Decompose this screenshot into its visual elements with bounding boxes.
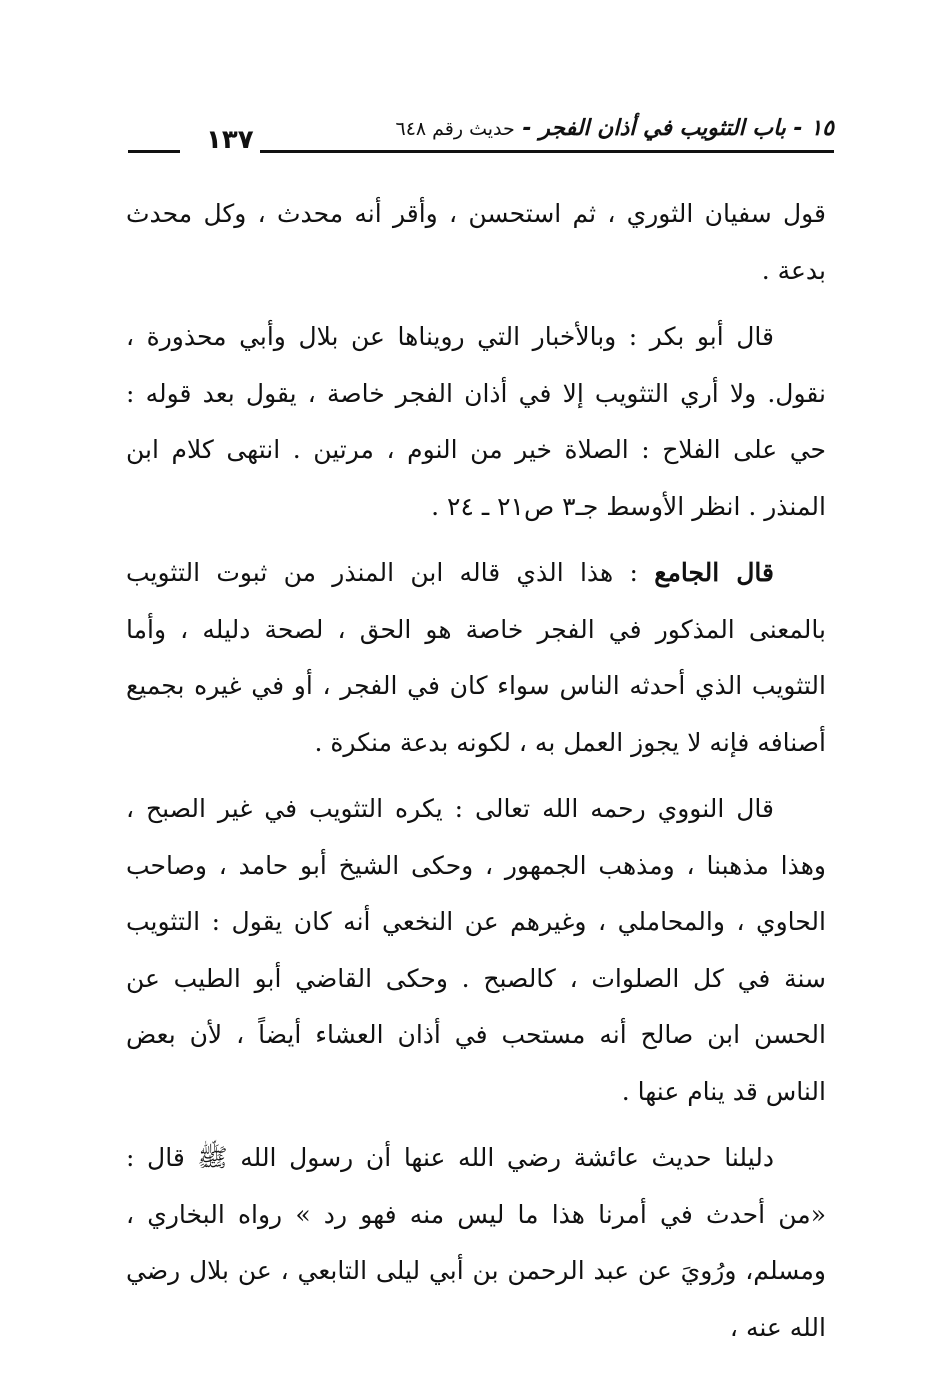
- paragraph-1-text: قول سفيان الثوري ، ثم استحسن ، وأقر أنه محدث ، وكل محدث بدعة .: [126, 199, 826, 285]
- page-body: [126, 186, 826, 1356]
- paragraph-3-text: : هذا الذي قاله ابن المنذر من ثبوت التثويب بالمعنى المذكور في الفجر خاصة هو الحق ، لصحة دليله ، وأما التثويب الذي أحدثه الناس سواء كان في الفجر ، أو في غيره بجميع أصنافه فإنه لا يجوز العمل به ، لكونه بدعة منكرة .: [126, 558, 826, 757]
- paragraph-5-text: دليلنا حديث عائشة رضي الله عنها أن رسول الله ﷺ قال : «من أحدث في أمرنا هذا ما ليس منه فهو رد » رواه البخاري ، ومسلم، ورُويَ عن عبد الرحمن بن أبي ليلى التابعي ، عن بلال رضي الله عنه ،: [126, 1143, 826, 1342]
- chapter-title-text: ١٥ - باب التثويب في أذان الفجر -: [522, 116, 834, 141]
- running-header: [128, 112, 834, 158]
- paragraph-2-text: قال أبو بكر : وبالأخبار التي رويناها عن بلال وأبي محذورة ، نقول. ولا أري التثويب إلا في أذان الفجر خاصة ، يقول بعد قوله : حي على الفلاح : الصلاة خير من النوم ، مرتين . انتهى كلام ابن المنذر . انظر الأوسط جـ٣ ص٢١ ـ ٢٤ .: [126, 322, 826, 521]
- paragraph-5: [126, 1130, 826, 1356]
- paragraph-3: [126, 545, 826, 771]
- hadith-reference: حديث رقم ٦٤٨: [395, 118, 515, 140]
- paragraph-1: [126, 186, 826, 299]
- page-number-dash: [128, 150, 180, 153]
- page-number: ١٣٧: [200, 125, 260, 155]
- header-rule: [236, 150, 834, 153]
- paragraph-4-text: قال النووي رحمه الله تعالى : يكره التثويب في غير الصبح ، وهذا مذهبنا ، ومذهب الجمهور ، وحكى الشيخ أبو حامد ، وصاحب الحاوي ، والمحاملي ، وغيرهم عن النخعي أنه كان يقول : التثويب سنة في كل الصلوات ، كالصبح . وحكى القاضي أبو الطيب عن الحسن ابن صالح أنه مستحب في أذان العشاء أيضاً ، لأن بعض الناس قد ينام عنها .: [126, 794, 826, 1106]
- chapter-title: [395, 112, 834, 146]
- paragraph-3-lead: قال الجامع: [654, 558, 774, 587]
- paragraph-4: [126, 781, 826, 1120]
- paragraph-2: [126, 309, 826, 535]
